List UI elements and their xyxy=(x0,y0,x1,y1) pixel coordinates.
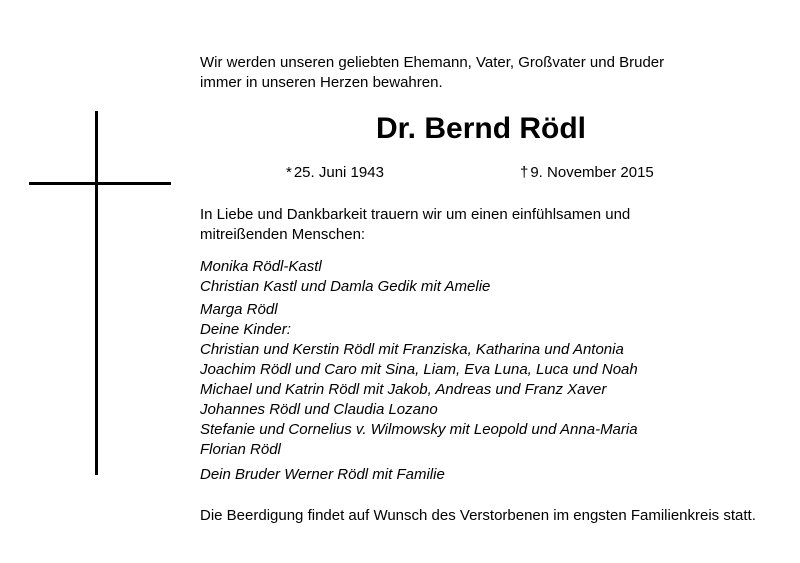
family-line: Christian und Kerstin Rödl mit Franziska, Katharina und Antonia xyxy=(200,341,624,358)
grief-line-2: mitreißenden Menschen: xyxy=(200,226,366,243)
family-line: Stefanie und Cornelius v. Wilmowsky mit Leopold und Anna-Maria xyxy=(200,421,638,438)
birth-date xyxy=(286,163,384,183)
family-line: Dein Bruder Werner Rödl mit Familie xyxy=(200,466,445,483)
funeral-note: Die Beerdigung findet auf Wunsch des Verstorbenen im engsten Familienkreis statt. xyxy=(200,507,756,524)
deceased-name: Dr. Bernd Rödl xyxy=(375,112,586,145)
intro-line-2: immer in unseren Herzen bewahren. xyxy=(200,74,443,91)
family-line: Florian Rödl xyxy=(200,441,281,458)
grief-text xyxy=(200,205,630,245)
family-group-3 xyxy=(200,465,445,485)
family-line: Monika Rödl-Kastl xyxy=(200,258,322,275)
family-group-1 xyxy=(200,257,490,297)
family-line: Johannes Rödl und Claudia Lozano xyxy=(200,401,438,418)
intro-text xyxy=(200,53,664,93)
death-date xyxy=(520,163,654,183)
family-group-2 xyxy=(200,300,638,460)
cross-vertical-bar xyxy=(95,111,98,475)
death-cross-icon: † xyxy=(520,164,529,181)
family-line: Marga Rödl xyxy=(200,301,278,318)
family-line: Christian Kastl und Damla Gedik mit Amelie xyxy=(200,278,491,295)
family-line: Deine Kinder: xyxy=(200,321,291,338)
cross-horizontal-bar xyxy=(29,182,171,185)
intro-line-1: Wir werden unseren geliebten Ehemann, Vater, Großvater und Bruder xyxy=(200,54,665,71)
family-line: Michael und Katrin Rödl mit Jakob, Andreas und Franz Xaver xyxy=(200,381,607,398)
birth-star-icon: * xyxy=(286,164,292,181)
birth-date-text: 25. Juni 1943 xyxy=(293,164,384,181)
death-date-text: 9. November 2015 xyxy=(530,164,654,181)
family-line: Joachim Rödl und Caro mit Sina, Liam, Eva Luna, Luca und Noah xyxy=(200,361,638,378)
grief-line-1: In Liebe und Dankbarkeit trauern wir um einen einfühlsamen und xyxy=(200,206,631,223)
